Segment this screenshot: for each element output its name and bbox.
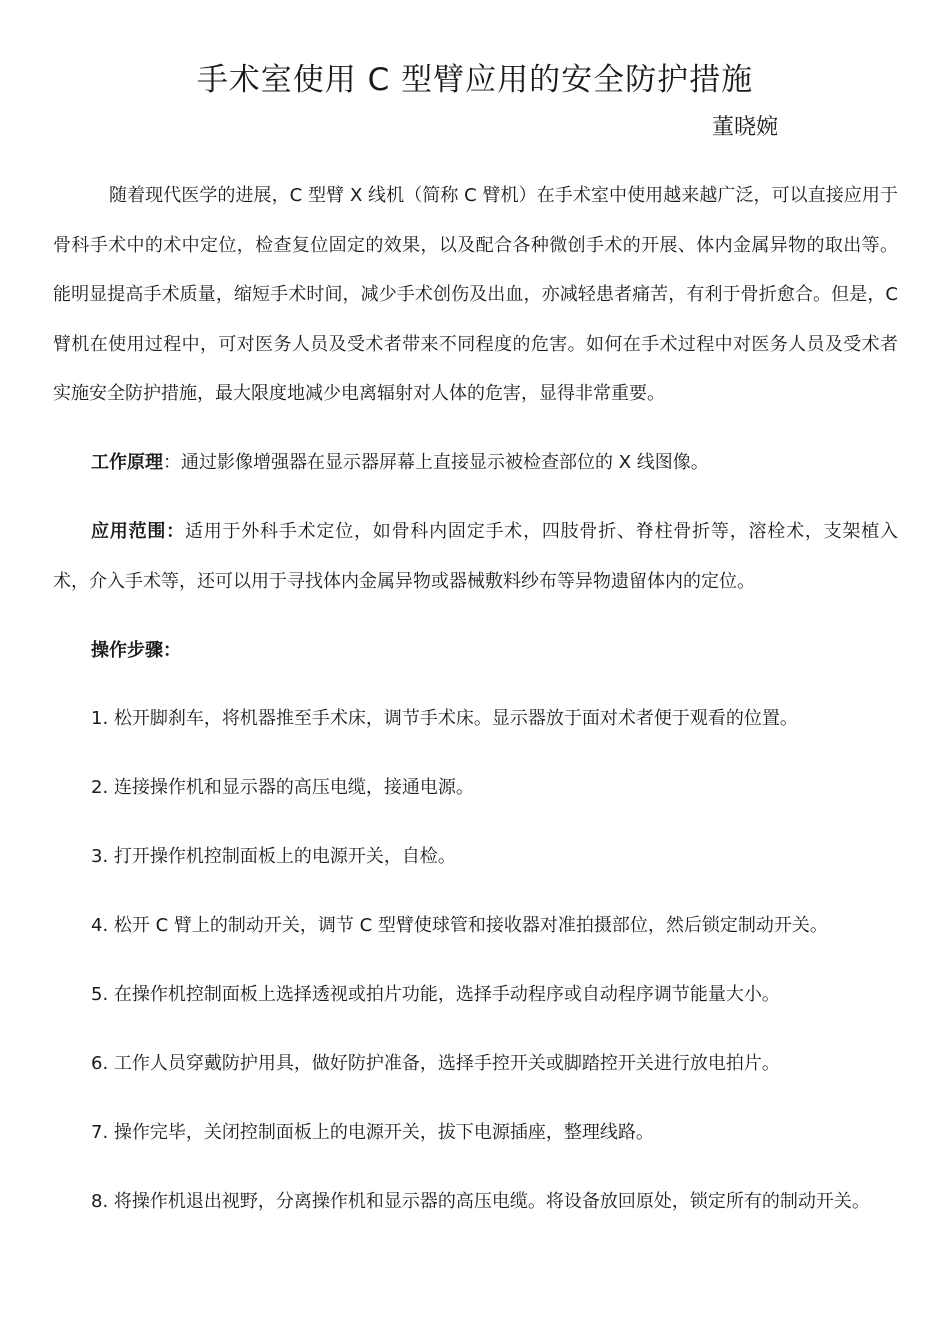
principle-text: ：通过影像增强器在显示器屏幕上直接显示被检查部位的 X 线图像。 bbox=[163, 452, 709, 473]
intro-paragraph: 随着现代医学的进展，C 型臂 X 线机（简称 C 臂机）在手术室中使用越来越广泛，可以直接应用于骨科手术中的术中定位，检查复位固定的效果，以及配合各种微创手术的开展、体内金属异物的取出等。能明显提高手术质量，缩短手术时间，减少手术创伤及出血，亦减轻患者痛苦，有利于骨折愈合。但是，C 臂机在使用过程中，可对医务人员及受术者带来不同程度的危害。如何在手术过程中对医务人员及受术者实施安全防护措施，最大限度地减少电离辐射对人体的危害，显得非常重要。 bbox=[53, 185, 898, 404]
step-item: 6. 工作人员穿戴防护用具，做好防护准备，选择手控开关或脚踏控开关进行放电拍片。 bbox=[91, 1053, 780, 1074]
steps-heading: 操作步骤： bbox=[91, 640, 181, 661]
step-item: 8. 将操作机退出视野，分离操作机和显示器的高压电缆。将设备放回原处，锁定所有的制动开关。 bbox=[91, 1191, 870, 1212]
step-item: 5. 在操作机控制面板上选择透视或拍片功能，选择手动程序或自动程序调节能量大小。 bbox=[91, 984, 780, 1005]
scope-paragraph bbox=[53, 507, 898, 606]
step-item: 1. 松开脚刹车，将机器推至手术床，调节手术床。显示器放于面对术者便于观看的位置。 bbox=[91, 708, 798, 729]
scope-text: 适用于外科手术定位，如骨科内固定手术，四肢骨折、脊柱骨折等，溶栓术，支架植入术，介入手术等，还可以用于寻找体内金属异物或器械敷料纱布等异物遗留体内的定位。 bbox=[53, 521, 899, 592]
step-item: 2. 连接操作机和显示器的高压电缆，接通电源。 bbox=[91, 777, 474, 798]
principle-label: 工作原理 bbox=[91, 452, 163, 473]
step-item: 7. 操作完毕，关闭控制面板上的电源开关，拔下电源插座，整理线路。 bbox=[91, 1122, 654, 1143]
author-name: 董晓婉 bbox=[712, 115, 779, 140]
document-title: 手术室使用 C 型臂应用的安全防护措施 bbox=[196, 62, 754, 98]
principle-paragraph bbox=[91, 448, 898, 478]
scope-label: 应用范围： bbox=[91, 521, 185, 542]
step-item: 3. 打开操作机控制面板上的电源开关，自检。 bbox=[91, 846, 456, 867]
step-item: 4. 松开 C 臂上的制动开关，调节 C 型臂使球管和接收器对准拍摄部位，然后锁定制动开关。 bbox=[91, 915, 828, 936]
